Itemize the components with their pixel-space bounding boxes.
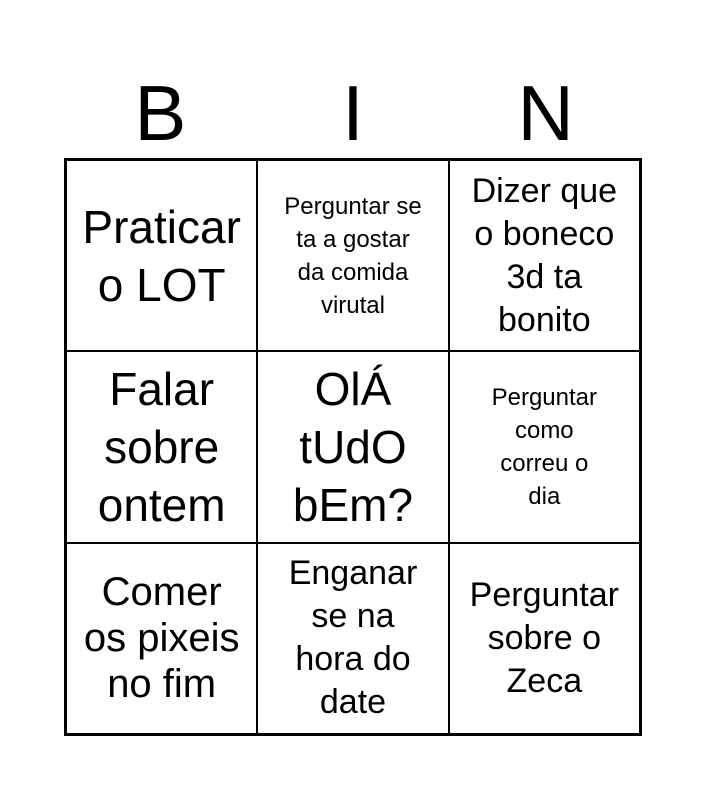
- cell-text: Falar sobre ontem: [97, 362, 226, 531]
- header-letter-b: B: [134, 69, 187, 157]
- bingo-header: [64, 68, 642, 158]
- bingo-cell[interactable]: [66, 160, 257, 351]
- bingo-cell[interactable]: [449, 543, 640, 734]
- cell-text: Dizer que o boneco 3d ta bonito: [471, 171, 618, 339]
- bingo-cell[interactable]: [66, 543, 257, 734]
- bingo-cell[interactable]: [449, 160, 640, 351]
- cell-text: Perguntar como correu o dia: [491, 383, 598, 510]
- bingo-cell[interactable]: [257, 543, 448, 734]
- cell-text: Perguntar se ta a gostar da comida virutal: [284, 192, 422, 319]
- cell-text: Perguntar sobre o Zeca: [469, 575, 619, 700]
- bingo-grid: [64, 158, 642, 736]
- header-letter-n: N: [517, 69, 574, 157]
- cell-text: Praticar o LOT: [82, 200, 241, 311]
- header-letter-i: I: [342, 69, 364, 157]
- bingo-cell[interactable]: [257, 160, 448, 351]
- cell-text: Enganar se na hora do date: [288, 554, 418, 722]
- bingo-cell[interactable]: [66, 351, 257, 542]
- bingo-cell[interactable]: [257, 351, 448, 542]
- cell-text: OlÁ tUdO bEm?: [292, 362, 414, 531]
- bingo-cell[interactable]: [449, 351, 640, 542]
- cell-text: Comer os pixeis no fim: [83, 570, 240, 707]
